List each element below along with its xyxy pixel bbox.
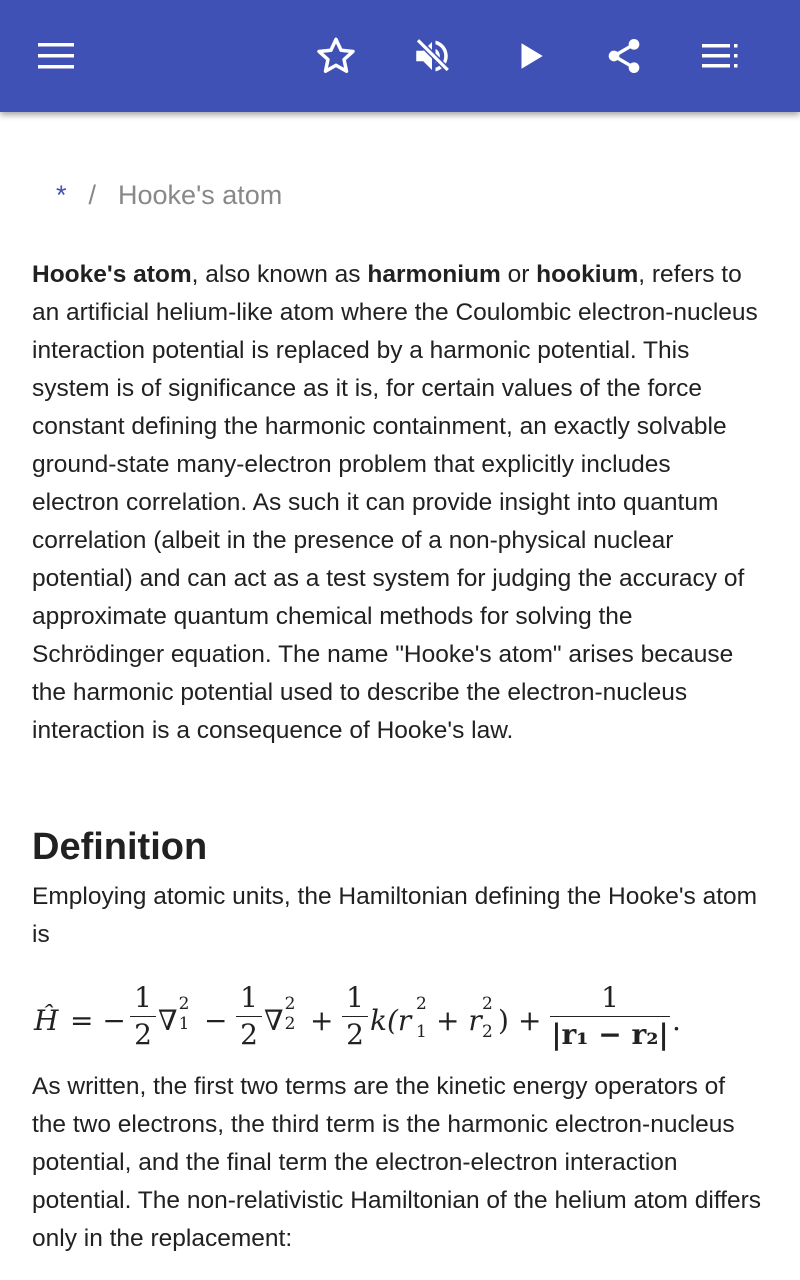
eq-k-term: k(r [370,1004,412,1037]
volume-off-icon[interactable] [404,28,460,84]
eq-sup: 2 [416,994,427,1014]
breadcrumb-home-link[interactable]: * [56,180,67,210]
eq-num: 1 [346,981,364,1014]
intro-text: , also known as [191,261,368,288]
eq-num: 1 [134,981,152,1014]
app-toolbar [0,0,800,112]
term-harmonium: harmonium [367,261,501,288]
eq-frac-2 [236,982,262,1051]
eq-sub: 2 [482,1022,493,1042]
eq-equals: = − [70,1004,126,1037]
eq-nabla2: ∇ 2 2 [264,994,296,1037]
intro-text: or [500,261,537,288]
eq-plus-inner: + r [436,1004,482,1037]
eq-sub: 1 [416,1022,427,1042]
definition-paragraph: Employing atomic units, the Hamiltonian defining the Hooke's atom is [32,883,758,948]
breadcrumb-current: Hooke's atom [118,180,283,210]
eq-den: 2 [240,1018,258,1051]
eq-minus: − [204,1004,228,1037]
eq-den: 2 [134,1018,152,1051]
eq-lhs: Ĥ [34,1004,59,1037]
section-heading-definition: Definition [32,826,208,868]
breadcrumb [56,180,282,211]
eq-close-paren: ) [498,1004,509,1037]
term-hookes-atom: Hooke's atom [32,261,192,288]
eq-den: |r₁ − r₂| [551,1018,669,1051]
intro-text: , refers to an artificial helium-like atom where the Coulombic electron-nucleus interaction potential is replaced by a harmonic potential. This system is of significance as it is, for certain values of the force constant defining the harmonic containment, an exactly solvable ground-state many-electron problem that explicitly includes electron correlation. As such it can provide insight into quantum correlation (albeit in the presence of a non-physical nuclear potential) and can act as a test system for judging the accuracy of approximate quantum chemical methods for solving the Schrödinger equation. The name "Hooke's atom" arises because the harmonic potential used to describe the electron-nucleus interaction is a consequence of Hooke's law. [32,261,758,744]
eq-nabla-symbol: ∇ [158,1004,178,1037]
article-intro [32,256,762,750]
eq-nabla-symbol: ∇ [264,1004,284,1037]
eq-period: . [672,1004,681,1037]
play-icon[interactable] [502,28,558,84]
eq-plus: + [310,1004,334,1037]
star-icon[interactable] [308,28,364,84]
eq-frac-4 [550,982,670,1051]
eq-num: 1 [240,981,258,1014]
share-icon[interactable] [596,28,652,84]
term-hookium: hookium [536,261,639,288]
breadcrumb-separator: / [88,180,97,210]
eq-nabla1: ∇ 2 1 [158,994,190,1037]
eq-frac-1 [130,982,156,1051]
eq-plus: + [518,1004,542,1037]
definition-paragraph-2: As written, the first two terms are the kinetic energy operators of the two electrons, the third term is the harmonic electron-nucleus potential, and the final term the electron-electron interaction potential. The non-relativistic Hamiltonian of the helium atom differs only in the replacement: [32,1073,762,1252]
hamiltonian-equation [32,982,772,1068]
eq-num: 1 [601,981,619,1014]
eq-den: 2 [346,1018,364,1051]
eq-frac-3 [342,982,368,1051]
menu-icon[interactable] [28,28,84,84]
eq-sup: 2 [482,994,493,1014]
intro-paragraph [32,256,762,750]
playlist-icon[interactable] [692,28,748,84]
